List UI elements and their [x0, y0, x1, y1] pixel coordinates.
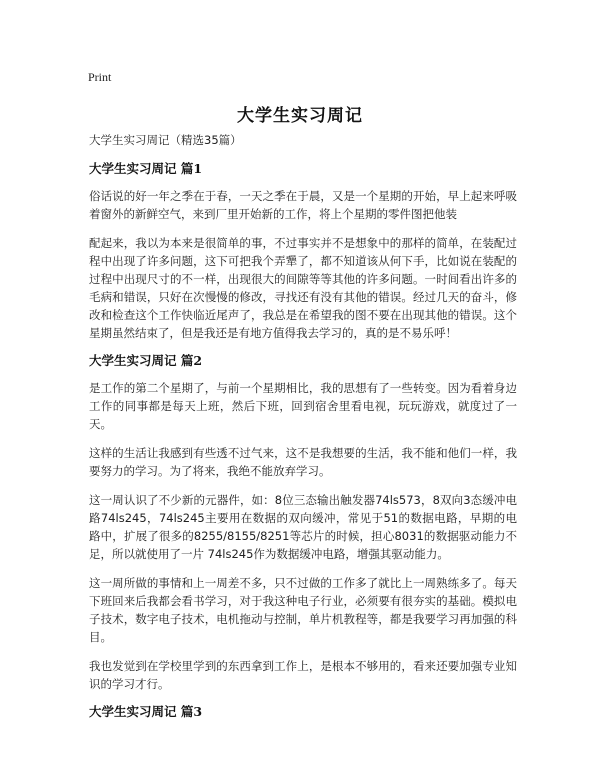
page-title: 大学生实习周记	[237, 106, 363, 126]
document-subtitle: 大学生实习周记（精选35篇）	[89, 133, 242, 147]
section-heading: 大学生实习周记 篇2	[89, 353, 203, 368]
section-1	[89, 161, 517, 342]
paragraph: 配起来，我以为本来是很简单的事，不过事实并不是想象中的那样的简单，在装配过程中出现了许多问题，这下可把我个弄犟了，都不知道该从何下手，比如说在装配的过程中出现尺寸的不一样，出现很大的间隙等等其他的许多问题。一时间看出许多的毛病和错误，只好在次慢慢的修改，寻找还有没有其他的错误。经过几天的奋斗，修改和检查这个工作快临近尾声了，我总是在希望我的图不要在出现其他的错误。这个星期虽然结束了，但是我还是有地方值得我去学习的，真的是不易乐呼！	[89, 236, 517, 340]
paragraph: 是工作的第二个星期了，与前一个星期相比，我的思想有了一些转变。因为看着身边工作的同事都是每天上班，然后下班，回到宿舍里看电视，玩玩游戏，就度过了一天。	[89, 381, 517, 431]
section-heading: 大学生实习周记 篇1	[89, 161, 203, 176]
print-label: Print	[88, 70, 112, 84]
section-3	[89, 704, 517, 720]
paragraph: 俗话说的好一年之季在于春，一天之季在于晨，又是一个星期的开始，早上起来呼吸着窗外的新鲜空气，来到厂里开始新的工作，将上个星期的零件图把他装	[89, 189, 517, 221]
paragraph: 这样的生活让我感到有些透不过气来，这不是我想要的生活，我不能和他们一样，我要努力的学习。为了将来，我绝不能放弃学习。	[89, 446, 517, 478]
paragraph: 这一周认识了不少新的元器件，如：8位三态输出触发器74ls573，8双向3态缓冲电路74ls245，74ls245主要用在数据的双向缓冲，常见于51的数据电路，早期的电路中，扩展了很多的8255/8155/8251等芯片的时候，担心8031的数据驱动能力不足，所以就使用了一片 74ls245作为数据缓冲电路，增强其驱动能力。	[89, 493, 517, 561]
section-heading: 大学生实习周记 篇3	[89, 704, 203, 719]
paragraph: 我也发觉到在学校里学到的东西拿到工作上，是根本不够用的，看来还要加强专业知识的学习才行。	[89, 659, 517, 691]
paragraph: 这一周所做的事情和上一周差不多，只不过做的工作多了就比上一周熟练多了。每天下班回来后我都会看书学习，对于我这种电子行业，必须要有很夯实的基础。模拟电子技术，数字电子技术，电机拖动与控制，单片机教程等，都是我要学习再加强的科目。	[89, 576, 517, 644]
document-body	[89, 132, 517, 730]
section-2	[89, 353, 517, 693]
